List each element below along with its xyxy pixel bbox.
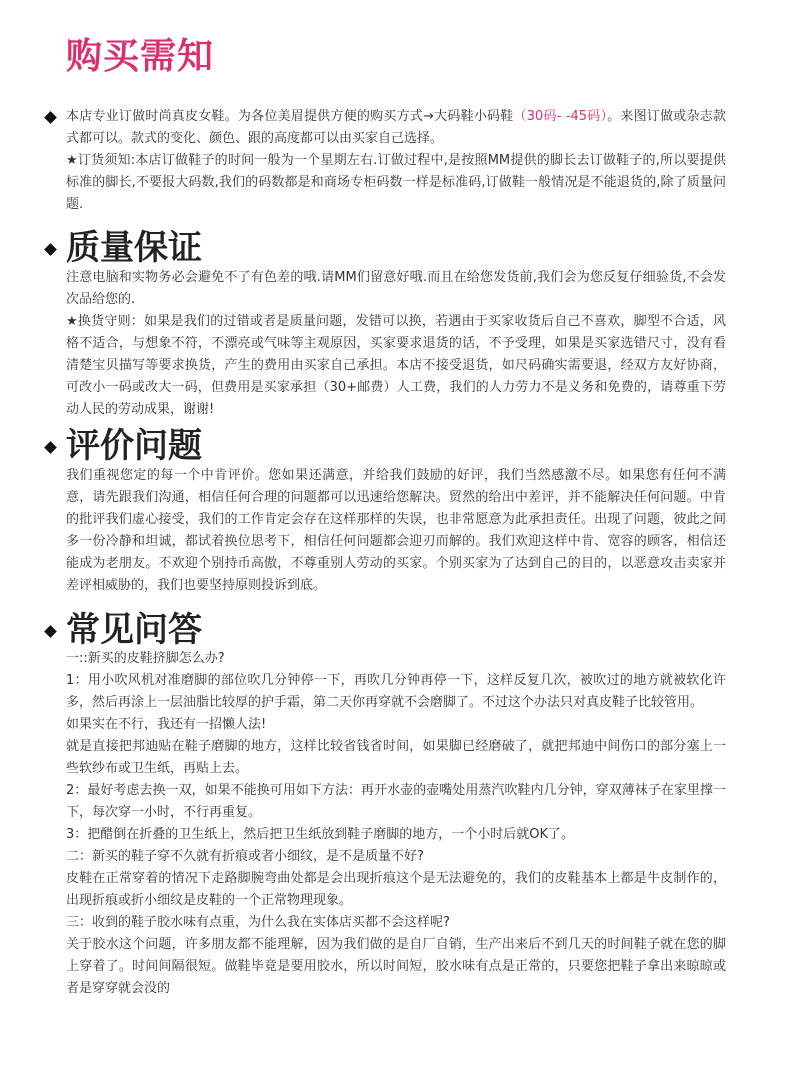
bullet-diamond-icon bbox=[44, 243, 57, 256]
order-notice: ★订货须知:本店订做鞋子的时间一般为一个星期左右.订做过程中,是按照MM提供的脚长去订做鞋子的,所以要提供标准的脚长,不要报大码数,我们的码数都是和商场专柜码数一样是标准码,订做鞋一般情况是不能退货的,除了质量问题. bbox=[66, 153, 726, 212]
intro-paragraph bbox=[66, 106, 726, 150]
bullet-diamond-icon bbox=[44, 111, 57, 124]
faq-question: 一::新买的皮鞋挤脚怎么办? bbox=[66, 651, 225, 666]
faq-answer: 3：把醋倒在折叠的卫生纸上，然后把卫生纸放到鞋子磨脚的地方，一个小时后就OK了。 bbox=[66, 827, 575, 842]
bullet-diamond-icon bbox=[44, 441, 57, 454]
review-section bbox=[66, 465, 726, 597]
faq-answer: 就是直接把邦迪贴在鞋子磨脚的地方，这样比较省钱省时间，如果脚已经磨破了，就把邦迪中间伤口的部分塞上一些软纱布或卫生纸，再贴上去。 bbox=[66, 739, 726, 776]
intro-text-a: 本店专业订做时尚真皮女鞋。为各位美眉提供方便的购买方式→大码鞋小码鞋 bbox=[66, 109, 514, 124]
faq-answer: 如果实在不行，我还有一招懒人法! bbox=[66, 717, 267, 732]
bullet-diamond-icon bbox=[44, 625, 57, 638]
intro-section bbox=[66, 106, 726, 216]
intro-text-b: 。来图订做或杂志款式都可以。款式的变化、颜色、跟的高度都可以由买家自己选择。 bbox=[66, 109, 726, 146]
quality-paragraph: 注意电脑和实物务必会避免不了有色差的哦.请MM们留意好哦.而且在给您发货前,我们会为您反复仔细验货,不会发次品给您的. bbox=[66, 270, 726, 307]
review-paragraph: 我们重视您定的每一个中肯评价。您如果还满意，并给我们鼓励的好评，我们当然感激不尽。如果您有任何不满意，请先跟我们沟通，相信任何合理的问题都可以迅速给您解决。贸然的给出中差评，并不能解决任何问题。中肯的批评我们虚心接受，我们的工作肯定会存在这样那样的失误，也非常愿意为此承担责任。出现了问题，彼此之间多一份冷静和坦诚，都试着换位思考下，相信任何问题都会迎刃而解的。我们欢迎这样中肯、宽容的顾客，相信还能成为老朋友。不欢迎个别持币高傲，不尊重别人劳动的买家。个别买家为了达到自己的目的，以恶意攻击卖家并差评相威胁的，我们也要坚持原则投诉到底。 bbox=[66, 468, 726, 593]
faq-section bbox=[66, 648, 726, 1000]
faq-question: 二：新买的鞋子穿不久就有折痕或者小细纹，是不是质量不好? bbox=[66, 849, 424, 864]
faq-question: 三：收到的鞋子胶水味有点重，为什么我在实体店买都不会这样呢? bbox=[66, 915, 450, 930]
faq-heading: 常见问答 bbox=[66, 610, 202, 650]
faq-answer: 2：最好考虑去换一双，如果不能换可用如下方法：再开水壶的壶嘴处用蒸汽吹鞋内几分钟，穿双薄袜子在家里撑一下，每次穿一小时，不行再重复。 bbox=[66, 783, 726, 820]
faq-answer: 关于胶水这个问题，许多朋友都不能理解，因为我们做的是自厂自销，生产出来后不到几天的时间鞋子就在您的脚上穿着了。时间间隔很短。做鞋毕竟是要用胶水，所以时间短，胶水味有点是正常的，只要您把鞋子拿出来晾晾或者是穿穿就会没的 bbox=[66, 937, 726, 996]
quality-heading: 质量保证 bbox=[66, 228, 202, 268]
faq-answer: 1：用小吹风机对准磨脚的部位吹几分钟停一下，再吹几分钟再停一下，这样反复几次，被吹过的地方就被软化许多，然后再涂上一层油脂比较厚的护手霜，第二天你再穿就不会磨脚了。不过这个办法只对真皮鞋子比较管用。 bbox=[66, 673, 726, 710]
faq-answer: 皮鞋在正常穿着的情况下走路脚腕弯曲处都是会出现折痕这个是无法避免的，我们的皮鞋基本上都是牛皮制作的，出现折痕或折小细纹是皮鞋的一个正常物理现象。 bbox=[66, 871, 726, 908]
exchange-rules: ★换货守则：如果是我们的过错或者是质量问题，发错可以换，若遇由于买家收货后自己不喜欢，脚型不合适，风格不适合，与想象不符，不漂亮或气味等主观原因，买家要求退货的话，不予受理，如果是买家选错尺寸，没有看清楚宝贝描写等要求换货，产生的费用由买家自己承担。本店不接受退货，如尺码确实需要退，经双方友好协商，可改小一码或改大一码，但费用是买家承担（30+邮费）人工费，我们的人力劳力不是义务和免费的，请尊重下劳动人民的劳动成果，谢谢! bbox=[66, 314, 726, 417]
quality-section bbox=[66, 267, 726, 421]
review-heading: 评价问题 bbox=[66, 426, 202, 466]
size-range: （30码- -45码） bbox=[513, 109, 608, 124]
page-title: 购买需知 bbox=[66, 35, 215, 77]
